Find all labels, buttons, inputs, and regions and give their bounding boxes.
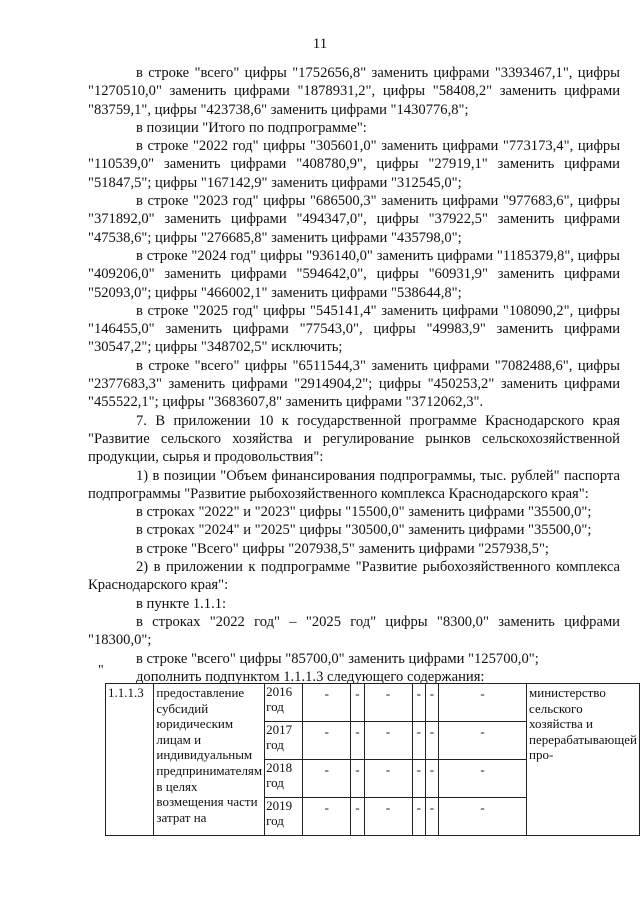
value-cell: - [425,684,438,722]
document-body [88,64,620,686]
value-cell: - [425,760,438,798]
paragraph: в пункте 1.1.1: [136,595,227,612]
value-cell: - [439,798,527,836]
value-cell: - [439,722,527,760]
table-row [106,684,640,722]
value-cell: - [303,684,351,722]
year-cell: 2018 год [265,760,303,798]
value-cell: - [364,684,412,722]
paragraph: 7. В приложении 10 к государственной программе Краснодарского края "Развитие сельского хозяйства и регулирование рынков сельскохозяйственной продукции, сырья и продовольствия": [88,412,620,466]
paragraph: в строках "2022 год" – "2025 год" цифры "8300,0" заменить цифрами "18300,0"; [88,613,620,649]
value-cell: - [412,798,425,836]
paragraph: в строке "всего" цифры "1752656,8" заменить цифрами "3393467,1", цифры "1270510,0" заменить цифрами "1878931,2", цифры "58408,2" заменить цифрами "83759,1", цифры "423738,6" заменить цифрами "1430776,8"; [88,65,620,118]
value-cell: - [303,760,351,798]
subsidy-table [105,683,640,836]
paragraph: в строках "2024" и "2025" цифры "30500,0" заменить цифрами "35500,0"; [136,522,592,539]
paragraph: в строке "2022 год" цифры "305601,0" заменить цифрами "773173,4", цифры "110539,0" заменить цифрами "408780,9", цифры "27919,1" заменить цифрами "51847,5"; цифры "167142,9" заменить цифрами "312545,0"; [88,138,620,191]
value-cell: - [351,684,364,722]
value-cell: - [439,760,527,798]
value-cell: - [351,722,364,760]
value-cell: - [439,684,527,722]
year-cell: 2016 год [265,684,303,722]
paragraph: в строке "Всего" цифры "207938,5" заменить цифрами "257938,5"; [136,540,549,557]
value-cell: - [351,798,364,836]
paragraph: в позиции "Итого по подпрограмме": [136,119,367,136]
paragraph: 1) в позиции "Объем финансирования подпрограммы, тыс. рублей" паспорта подпрограммы "Развитие рыбохозяйственного комплекса Краснодарского края": [88,467,620,502]
year-cell: 2019 год [265,798,303,836]
paragraph: в строке "всего" цифры "6511544,3" заменить цифрами "7082488,6", цифры "2377683,3" заменить цифрами "2914904,2"; цифры "450253,2" заменить цифрами "455522,1"; цифры "3683607,8" заменить цифрами "3712062,3". [88,357,620,411]
paragraph: в строке "2024 год" цифры "936140,0" заменить цифрами "1185379,8", цифры "409206,0" заменить цифрами "594642,0", цифры "60931,9" заменить цифрами "52093,0"; цифры "466002,1" заменить цифрами "538644,8"; [88,247,620,301]
paragraph: 2) в приложении к подпрограмме "Развитие рыбохозяйственного комплекса Краснодарского края": [88,559,620,594]
value-cell: - [364,798,412,836]
measure-description-cell: предоставление субсидий юридическим лицам и индивидуальным предпринимателям в целях возмещения части затрат на [154,684,265,836]
value-cell: - [412,722,425,760]
value-cell: - [351,760,364,798]
paragraph: в строке "всего" цифры "85700,0" заменить цифрами "125700,0"; [136,650,539,667]
executor-cell: министерство сельского хозяйства и перерабатывающей про- [527,684,640,836]
value-cell: - [364,722,412,760]
paragraph: в строке "2025 год" цифры "545141,4" заменить цифрами "108090,2", цифры "146455,0" заменить цифрами "77543,0", цифры "49983,9" заменить цифрами "30547,2"; цифры "348702,5" исключить; [88,302,620,356]
value-cell: - [412,684,425,722]
opening-quote-mark: " [98,663,104,678]
year-cell: 2017 год [265,722,303,760]
paragraph: дополнить подпунктом 1.1.1.3 следующего содержания: [136,668,485,685]
value-cell: - [412,760,425,798]
page-number: 11 [312,36,328,52]
paragraph: в строках "2022" и "2023" цифры "15500,0" заменить цифрами "35500,0"; [136,504,592,521]
value-cell: - [425,798,438,836]
value-cell: - [303,722,351,760]
item-number-cell: 1.1.1.3 [106,684,154,836]
value-cell: - [425,722,438,760]
value-cell: - [364,760,412,798]
paragraph: в строке "2023 год" цифры "686500,3" заменить цифрами "977683,6", цифры "371892,0" заменить цифрами "494347,0", цифры "37922,5" заменить цифрами "47538,6"; цифры "276685,8" заменить цифрами "435798,0"; [88,193,620,246]
value-cell: - [303,798,351,836]
